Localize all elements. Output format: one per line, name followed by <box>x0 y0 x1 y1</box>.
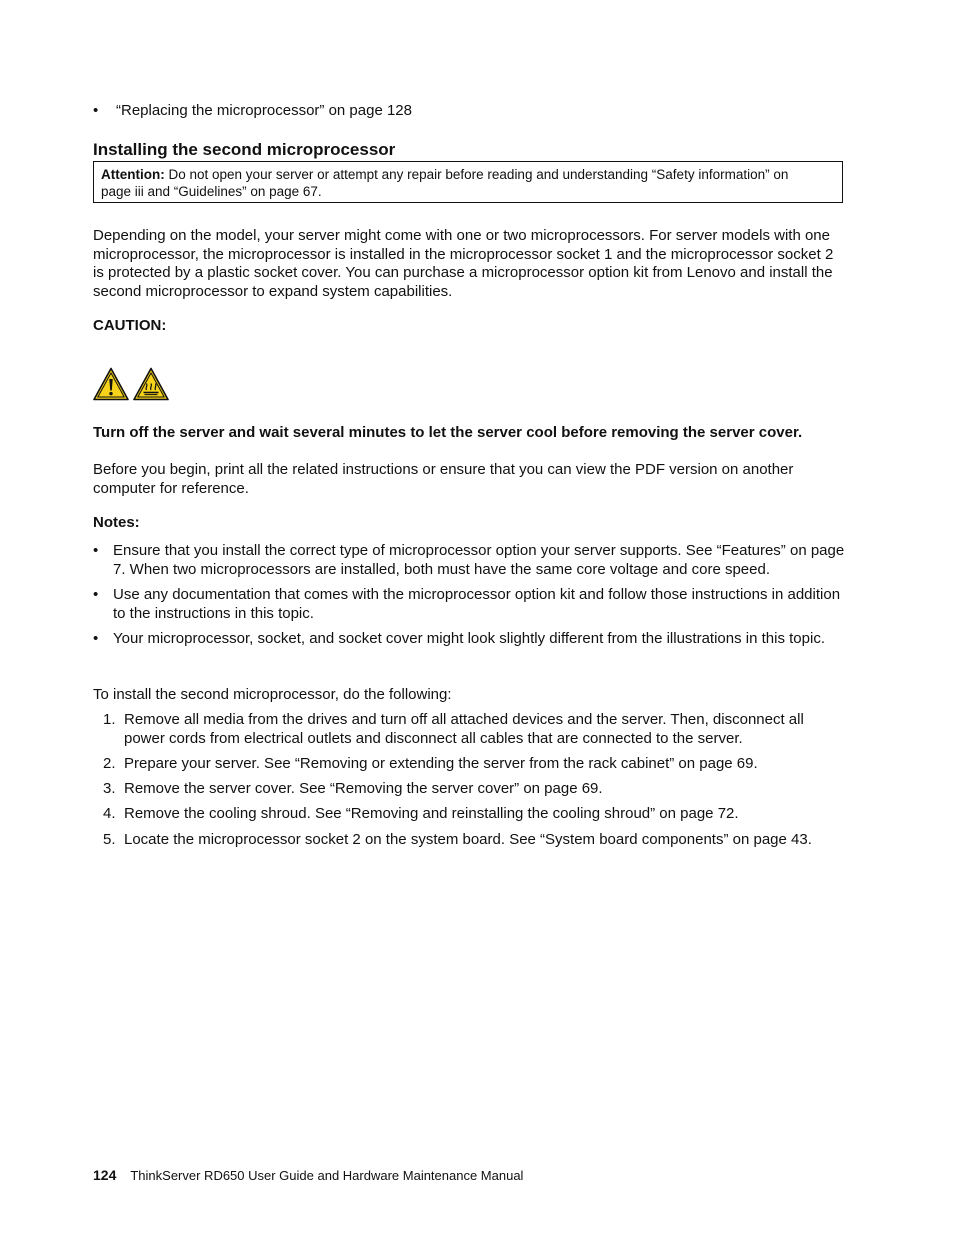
attention-label: Attention: <box>101 167 165 182</box>
related-topic-link-text: “Replacing the microprocessor” on page 128 <box>116 102 412 119</box>
caution-label: CAUTION: <box>93 317 167 334</box>
step-number: 3. <box>103 780 116 797</box>
notes-label: Notes: <box>93 514 140 531</box>
attention-notice <box>93 161 843 203</box>
footer-manual-title: ThinkServer RD650 User Guide and Hardware Maintenance Manual <box>130 1168 524 1183</box>
step-text: Remove all media from the drives and turn off all attached devices and the server. Then, disconnect all power cords from electrical outlets and disconnect all cables that are connected to the server. <box>124 711 804 747</box>
intro-paragraph: Depending on the model, your server might come with one or two microprocessors. For server models with one microprocessor, the microprocessor is installed in the microprocessor socket 1 and the microprocessor socket 2 is protected by a plastic socket cover. You can purchase a microprocessor option kit from Lenovo and install the second microprocessor to expand system capabilities. <box>93 227 834 300</box>
step-text: Remove the cooling shroud. See “Removing and reinstalling the cooling shroud” on page 72. <box>124 805 739 822</box>
attention-text: Do not open your server or attempt any repair before reading and understanding “Safety information” on page iii and “Guidelines” on page 67. <box>101 167 789 199</box>
bullet-marker: • <box>93 102 99 119</box>
note-text: Use any documentation that comes with the microprocessor option kit and follow those instructions in addition to the instructions in this topic. <box>113 586 841 622</box>
page-number: 124 <box>93 1167 117 1183</box>
step-number: 1. <box>103 711 116 728</box>
step-text: Prepare your server. See “Removing or extending the server from the rack cabinet” on page 69. <box>124 755 758 772</box>
step-number: 2. <box>103 755 116 772</box>
bullet-marker: • <box>93 630 99 647</box>
section-title: Installing the second microprocessor <box>93 140 396 159</box>
bullet-marker: • <box>93 586 99 603</box>
step-text: Locate the microprocessor socket 2 on the system board. See “System board components” on page 43. <box>124 831 812 848</box>
hot-surface-icon <box>133 367 169 401</box>
before-you-begin-paragraph: Before you begin, print all the related instructions or ensure that you can view the PDF version on another computer for reference. <box>93 461 794 497</box>
bullet-marker: • <box>93 542 99 559</box>
caution-statement: Turn off the server and wait several minutes to let the server cool before removing the server cover. <box>93 424 803 441</box>
caution-icons <box>93 367 173 401</box>
step-number: 4. <box>103 805 116 822</box>
note-text: Ensure that you install the correct type of microprocessor option your server supports. See “Features” on page 7. When two microprocessors are installed, both must have the same core voltage and core speed. <box>113 542 845 578</box>
step-number: 5. <box>103 831 116 848</box>
warning-triangle-icon <box>93 367 129 401</box>
note-text: Your microprocessor, socket, and socket cover might look slightly different from the illustrations in this topic. <box>113 630 825 647</box>
page-footer <box>93 1166 523 1185</box>
step-text: Remove the server cover. See “Removing the server cover” on page 69. <box>124 780 603 797</box>
steps-intro: To install the second microprocessor, do the following: <box>93 686 452 703</box>
